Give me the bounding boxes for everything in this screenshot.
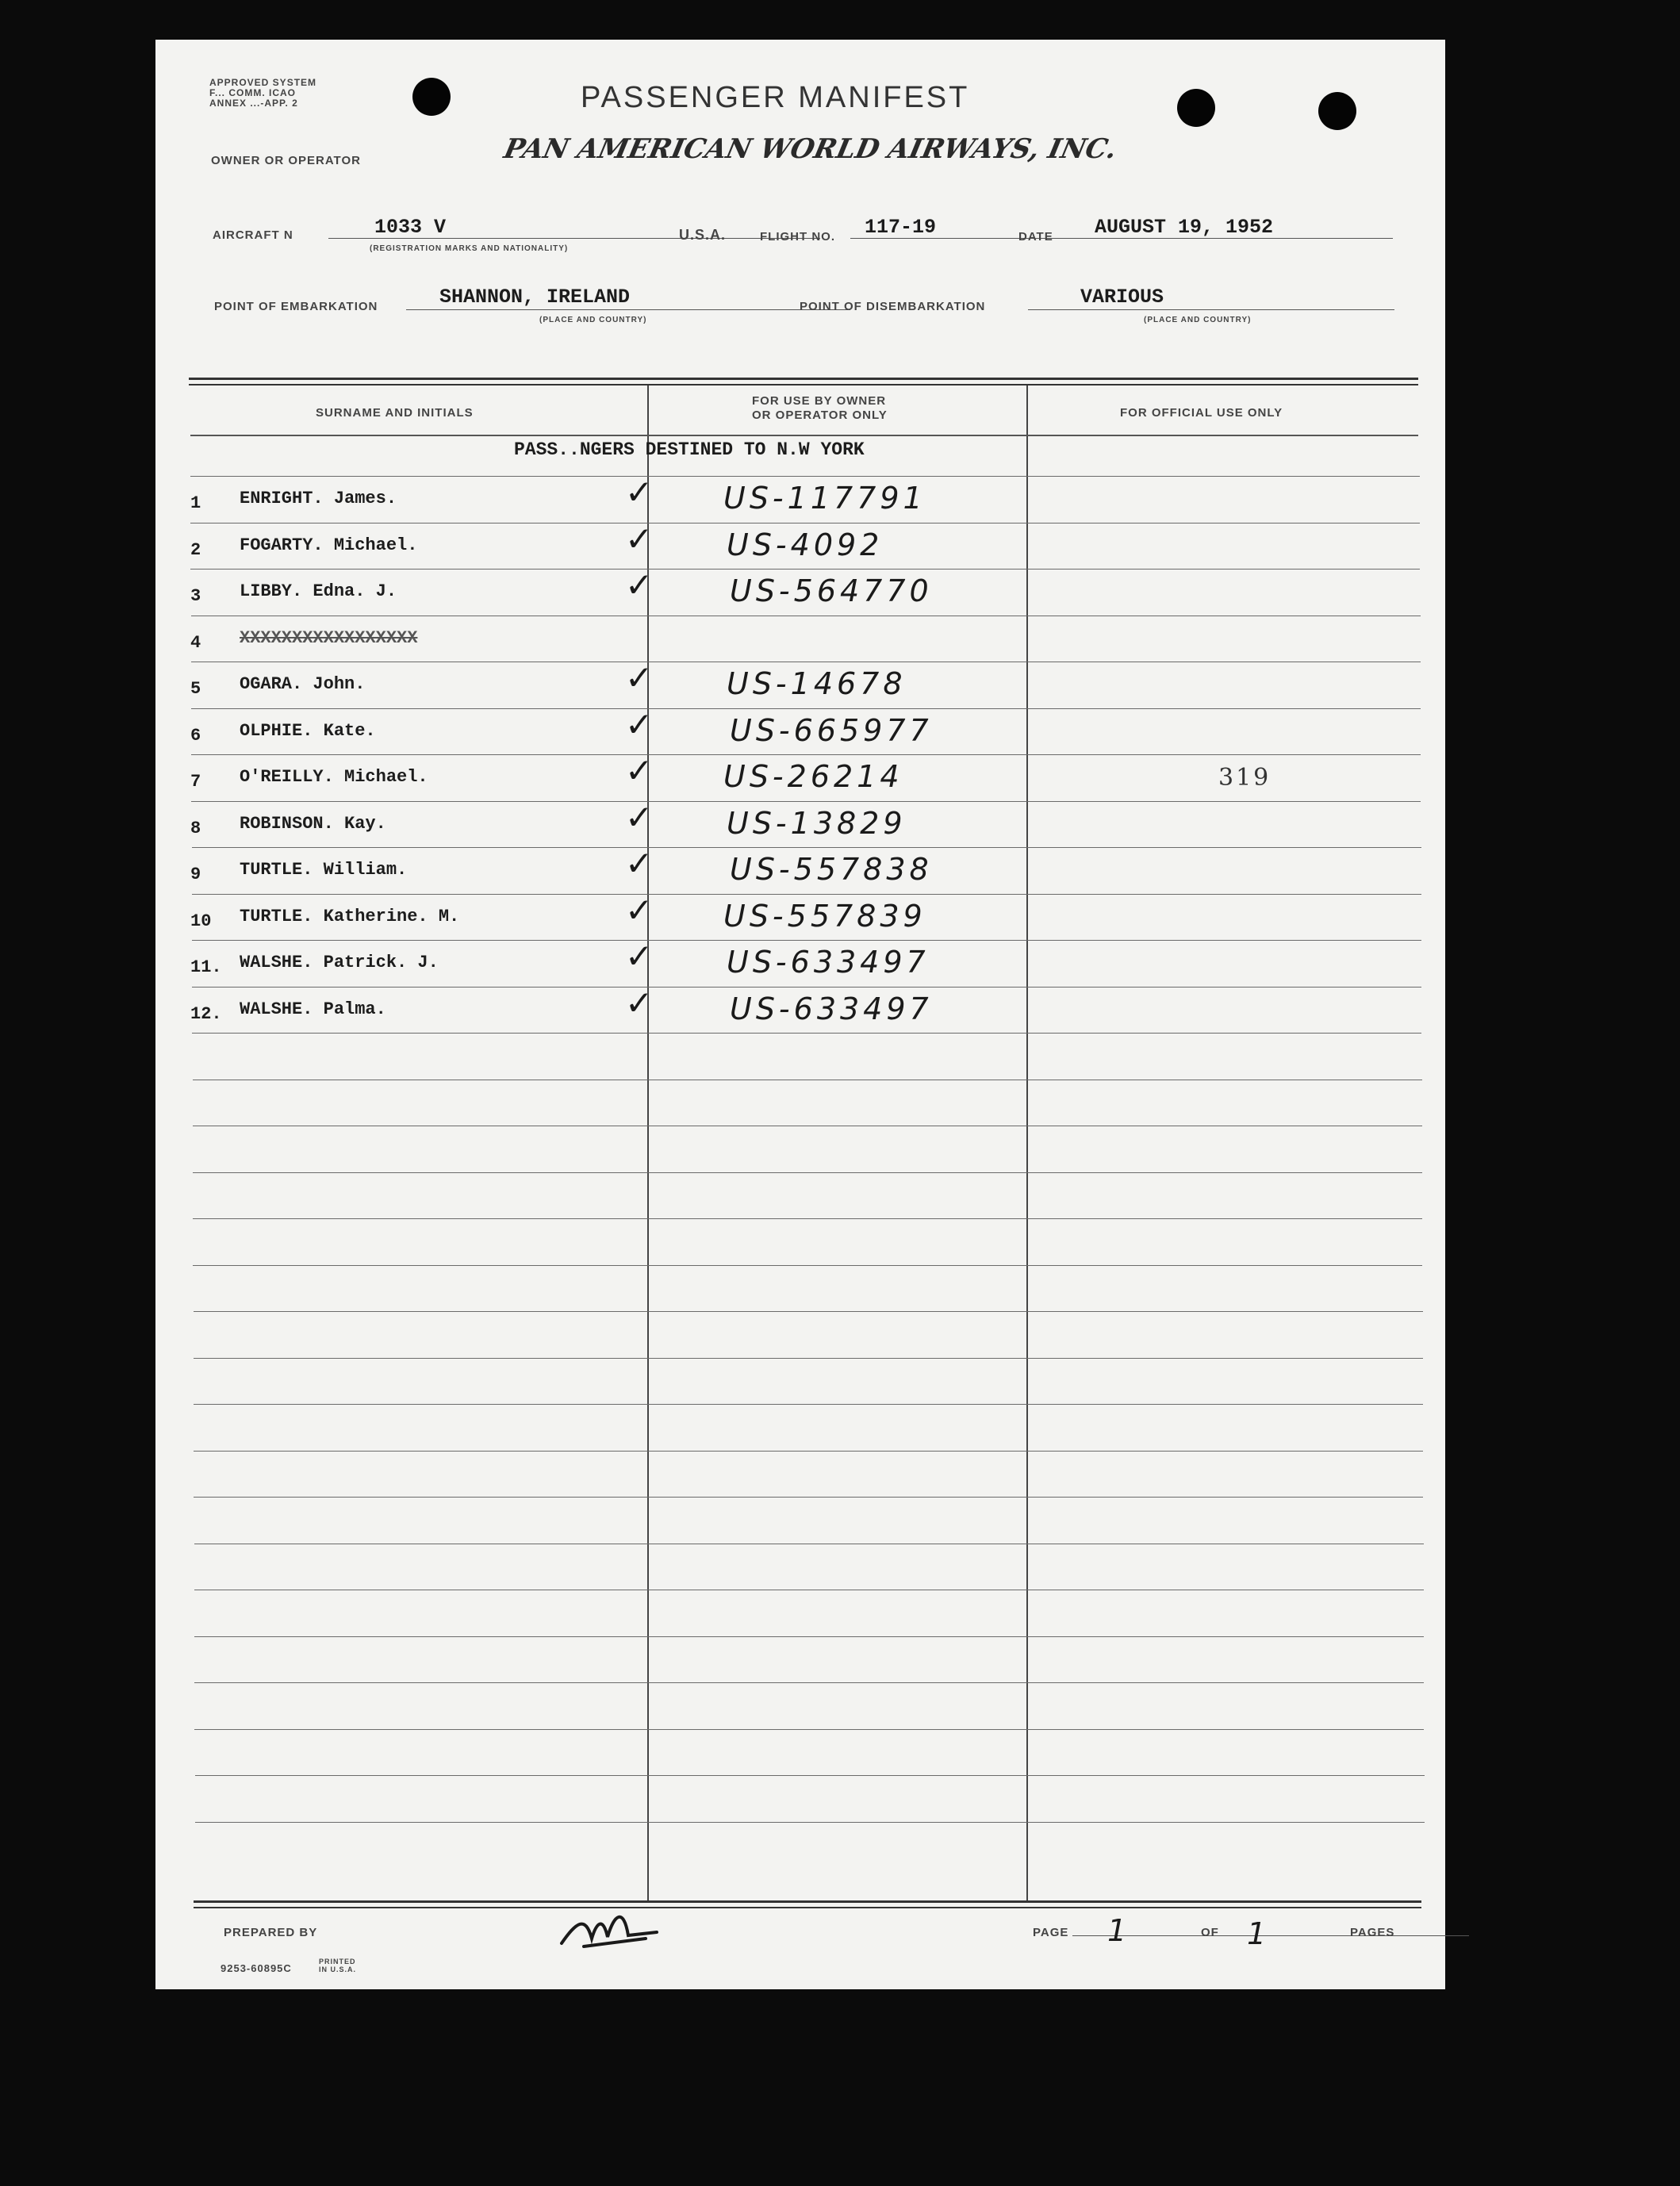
date-label: DATE bbox=[1018, 230, 1053, 244]
check-mark-icon: ✓ bbox=[625, 984, 654, 1022]
punch-hole bbox=[1318, 92, 1356, 130]
aircraft-value: 1033 V bbox=[374, 216, 447, 239]
row-rule bbox=[193, 1265, 1422, 1266]
row-rule bbox=[191, 708, 1421, 709]
row-rule bbox=[194, 1311, 1423, 1312]
owner-label: OWNER OR OPERATOR bbox=[211, 154, 361, 167]
aircraft-sub: (REGISTRATION MARKS AND NATIONALITY) bbox=[370, 244, 569, 253]
of-value: 1 bbox=[1247, 1916, 1271, 1951]
page-underline bbox=[1072, 1935, 1469, 1936]
row-rule bbox=[195, 1775, 1425, 1776]
column-divider bbox=[647, 385, 649, 1900]
row-number: 4 bbox=[190, 633, 201, 653]
form-number: 9253-60895C bbox=[221, 1962, 292, 1974]
row-number: 5 bbox=[190, 679, 201, 699]
embark-value: SHANNON, IRELAND bbox=[439, 286, 631, 309]
ticket-code: US-26214 bbox=[723, 759, 903, 794]
printed-in-usa: PRINTED IN U.S.A. bbox=[319, 1958, 357, 1973]
passenger-name: XXXXXXXXXXXXXXXXX bbox=[240, 628, 418, 648]
table-top-rule bbox=[189, 384, 1418, 385]
passenger-name: LIBBY. Edna. J. bbox=[240, 581, 397, 601]
form-title: PASSENGER MANIFEST bbox=[581, 81, 970, 114]
pages-label: PAGES bbox=[1350, 1926, 1395, 1939]
check-mark-icon: ✓ bbox=[625, 566, 654, 604]
col-header-surname: SURNAME AND INITIALS bbox=[316, 406, 474, 420]
row-rule bbox=[194, 1358, 1423, 1359]
ticket-code: US-665977 bbox=[730, 713, 933, 748]
row-number: 2 bbox=[190, 540, 201, 560]
disembark-sub: (PLACE AND COUNTRY) bbox=[1144, 316, 1252, 324]
check-mark-icon: ✓ bbox=[625, 891, 654, 930]
passenger-name: TURTLE. William. bbox=[240, 860, 408, 880]
page-value: 1 bbox=[1107, 1913, 1131, 1948]
section-heading: PASS..NGERS DESTINED TO N.W YORK bbox=[514, 439, 865, 460]
ticket-code: US-4092 bbox=[727, 527, 884, 562]
row-number: 11. bbox=[190, 957, 222, 977]
check-mark-icon: ✓ bbox=[625, 473, 654, 512]
owner-value: PAN AMERICAN WORLD AIRWAYS, INC. bbox=[501, 133, 1120, 165]
passenger-name: WALSHE. Palma. bbox=[240, 999, 386, 1019]
official-entry: 319 bbox=[1218, 764, 1272, 792]
disembark-underline bbox=[1028, 309, 1394, 310]
column-divider bbox=[1026, 385, 1028, 1900]
passenger-name: ENRIGHT. James. bbox=[240, 489, 397, 508]
col-header-owner-line2: OR OPERATOR ONLY bbox=[752, 408, 888, 422]
header-rule bbox=[190, 435, 1418, 436]
ticket-code: US-564770 bbox=[730, 573, 933, 608]
passenger-name: ROBINSON. Kay. bbox=[240, 814, 386, 834]
row-number: 3 bbox=[190, 586, 201, 606]
table-bottom-rule bbox=[194, 1907, 1421, 1908]
row-number: 1 bbox=[190, 493, 201, 513]
check-mark-icon: ✓ bbox=[625, 844, 654, 883]
row-rule bbox=[195, 1822, 1425, 1823]
embark-sub: (PLACE AND COUNTRY) bbox=[539, 316, 647, 324]
preparer-signature bbox=[552, 1891, 663, 1954]
row-rule bbox=[192, 940, 1421, 941]
ticket-code: US-633497 bbox=[727, 945, 930, 980]
row-number: 12. bbox=[190, 1004, 222, 1024]
row-rule bbox=[193, 1172, 1422, 1173]
of-label: OF bbox=[1201, 1926, 1219, 1939]
punch-hole bbox=[1177, 89, 1215, 127]
row-number: 6 bbox=[190, 726, 201, 746]
check-mark-icon: ✓ bbox=[625, 520, 654, 558]
check-mark-icon: ✓ bbox=[625, 705, 654, 744]
row-rule bbox=[191, 801, 1421, 802]
row-number: 10 bbox=[190, 911, 212, 931]
table-top-rule bbox=[189, 378, 1418, 380]
embark-underline bbox=[406, 309, 850, 310]
flight-label: FLIGHT NO. bbox=[760, 230, 835, 244]
row-rule bbox=[193, 1218, 1422, 1219]
passenger-name: TURTLE. Katherine. M. bbox=[240, 907, 460, 926]
date-value: AUGUST 19, 1952 bbox=[1095, 216, 1274, 239]
check-mark-icon: ✓ bbox=[625, 937, 654, 976]
ticket-code: US-557839 bbox=[723, 899, 926, 934]
ticket-code: US-117791 bbox=[723, 481, 926, 516]
approved-stamp: APPROVED SYSTEM F... COMM. ICAO ANNEX ...-APP. 2 bbox=[209, 77, 317, 109]
row-rule bbox=[194, 1497, 1423, 1498]
row-rule bbox=[190, 569, 1420, 570]
check-mark-icon: ✓ bbox=[625, 658, 654, 697]
row-rule bbox=[194, 1682, 1424, 1683]
check-mark-icon: ✓ bbox=[625, 751, 654, 790]
row-rule bbox=[194, 1636, 1424, 1637]
disembark-label: POINT OF DISEMBARKATION bbox=[800, 300, 986, 313]
passenger-name: FOGARTY. Michael. bbox=[240, 535, 418, 555]
row-rule bbox=[192, 894, 1421, 895]
row-rule bbox=[192, 847, 1421, 848]
passenger-name: WALSHE. Patrick. J. bbox=[240, 953, 439, 972]
passenger-name: OLPHIE. Kate. bbox=[240, 721, 376, 741]
page-label: PAGE bbox=[1033, 1926, 1069, 1939]
flight-value: 117-19 bbox=[865, 216, 937, 239]
disembark-value: VARIOUS bbox=[1080, 286, 1164, 309]
row-rule bbox=[192, 987, 1421, 988]
row-number: 9 bbox=[190, 865, 201, 884]
passenger-name: O'REILLY. Michael. bbox=[240, 767, 428, 787]
row-number: 8 bbox=[190, 819, 201, 838]
ticket-code: US-14678 bbox=[727, 666, 907, 701]
ticket-code: US-13829 bbox=[727, 806, 907, 841]
row-rule bbox=[194, 1404, 1423, 1405]
row-rule bbox=[192, 1033, 1421, 1034]
manifest-sheet bbox=[155, 40, 1445, 1989]
country-label: U.S.A. bbox=[679, 227, 727, 243]
embark-label: POINT OF EMBARKATION bbox=[214, 300, 378, 313]
passenger-name: OGARA. John. bbox=[240, 674, 366, 694]
col-header-official: FOR OFFICIAL USE ONLY bbox=[1120, 406, 1283, 420]
table-bottom-rule bbox=[194, 1900, 1421, 1903]
punch-hole bbox=[412, 78, 451, 116]
ticket-code: US-557838 bbox=[730, 852, 933, 887]
prepared-label: PREPARED BY bbox=[224, 1926, 318, 1939]
row-rule bbox=[194, 1729, 1424, 1730]
row-rule bbox=[194, 1451, 1423, 1452]
row-rule bbox=[190, 476, 1420, 477]
col-header-owner-line1: FOR USE BY OWNER bbox=[752, 394, 887, 408]
row-rule bbox=[191, 754, 1421, 755]
aircraft-label: AIRCRAFT N bbox=[213, 228, 293, 242]
check-mark-icon: ✓ bbox=[625, 798, 654, 837]
row-number: 7 bbox=[190, 772, 201, 792]
ticket-code: US-633497 bbox=[730, 991, 933, 1026]
